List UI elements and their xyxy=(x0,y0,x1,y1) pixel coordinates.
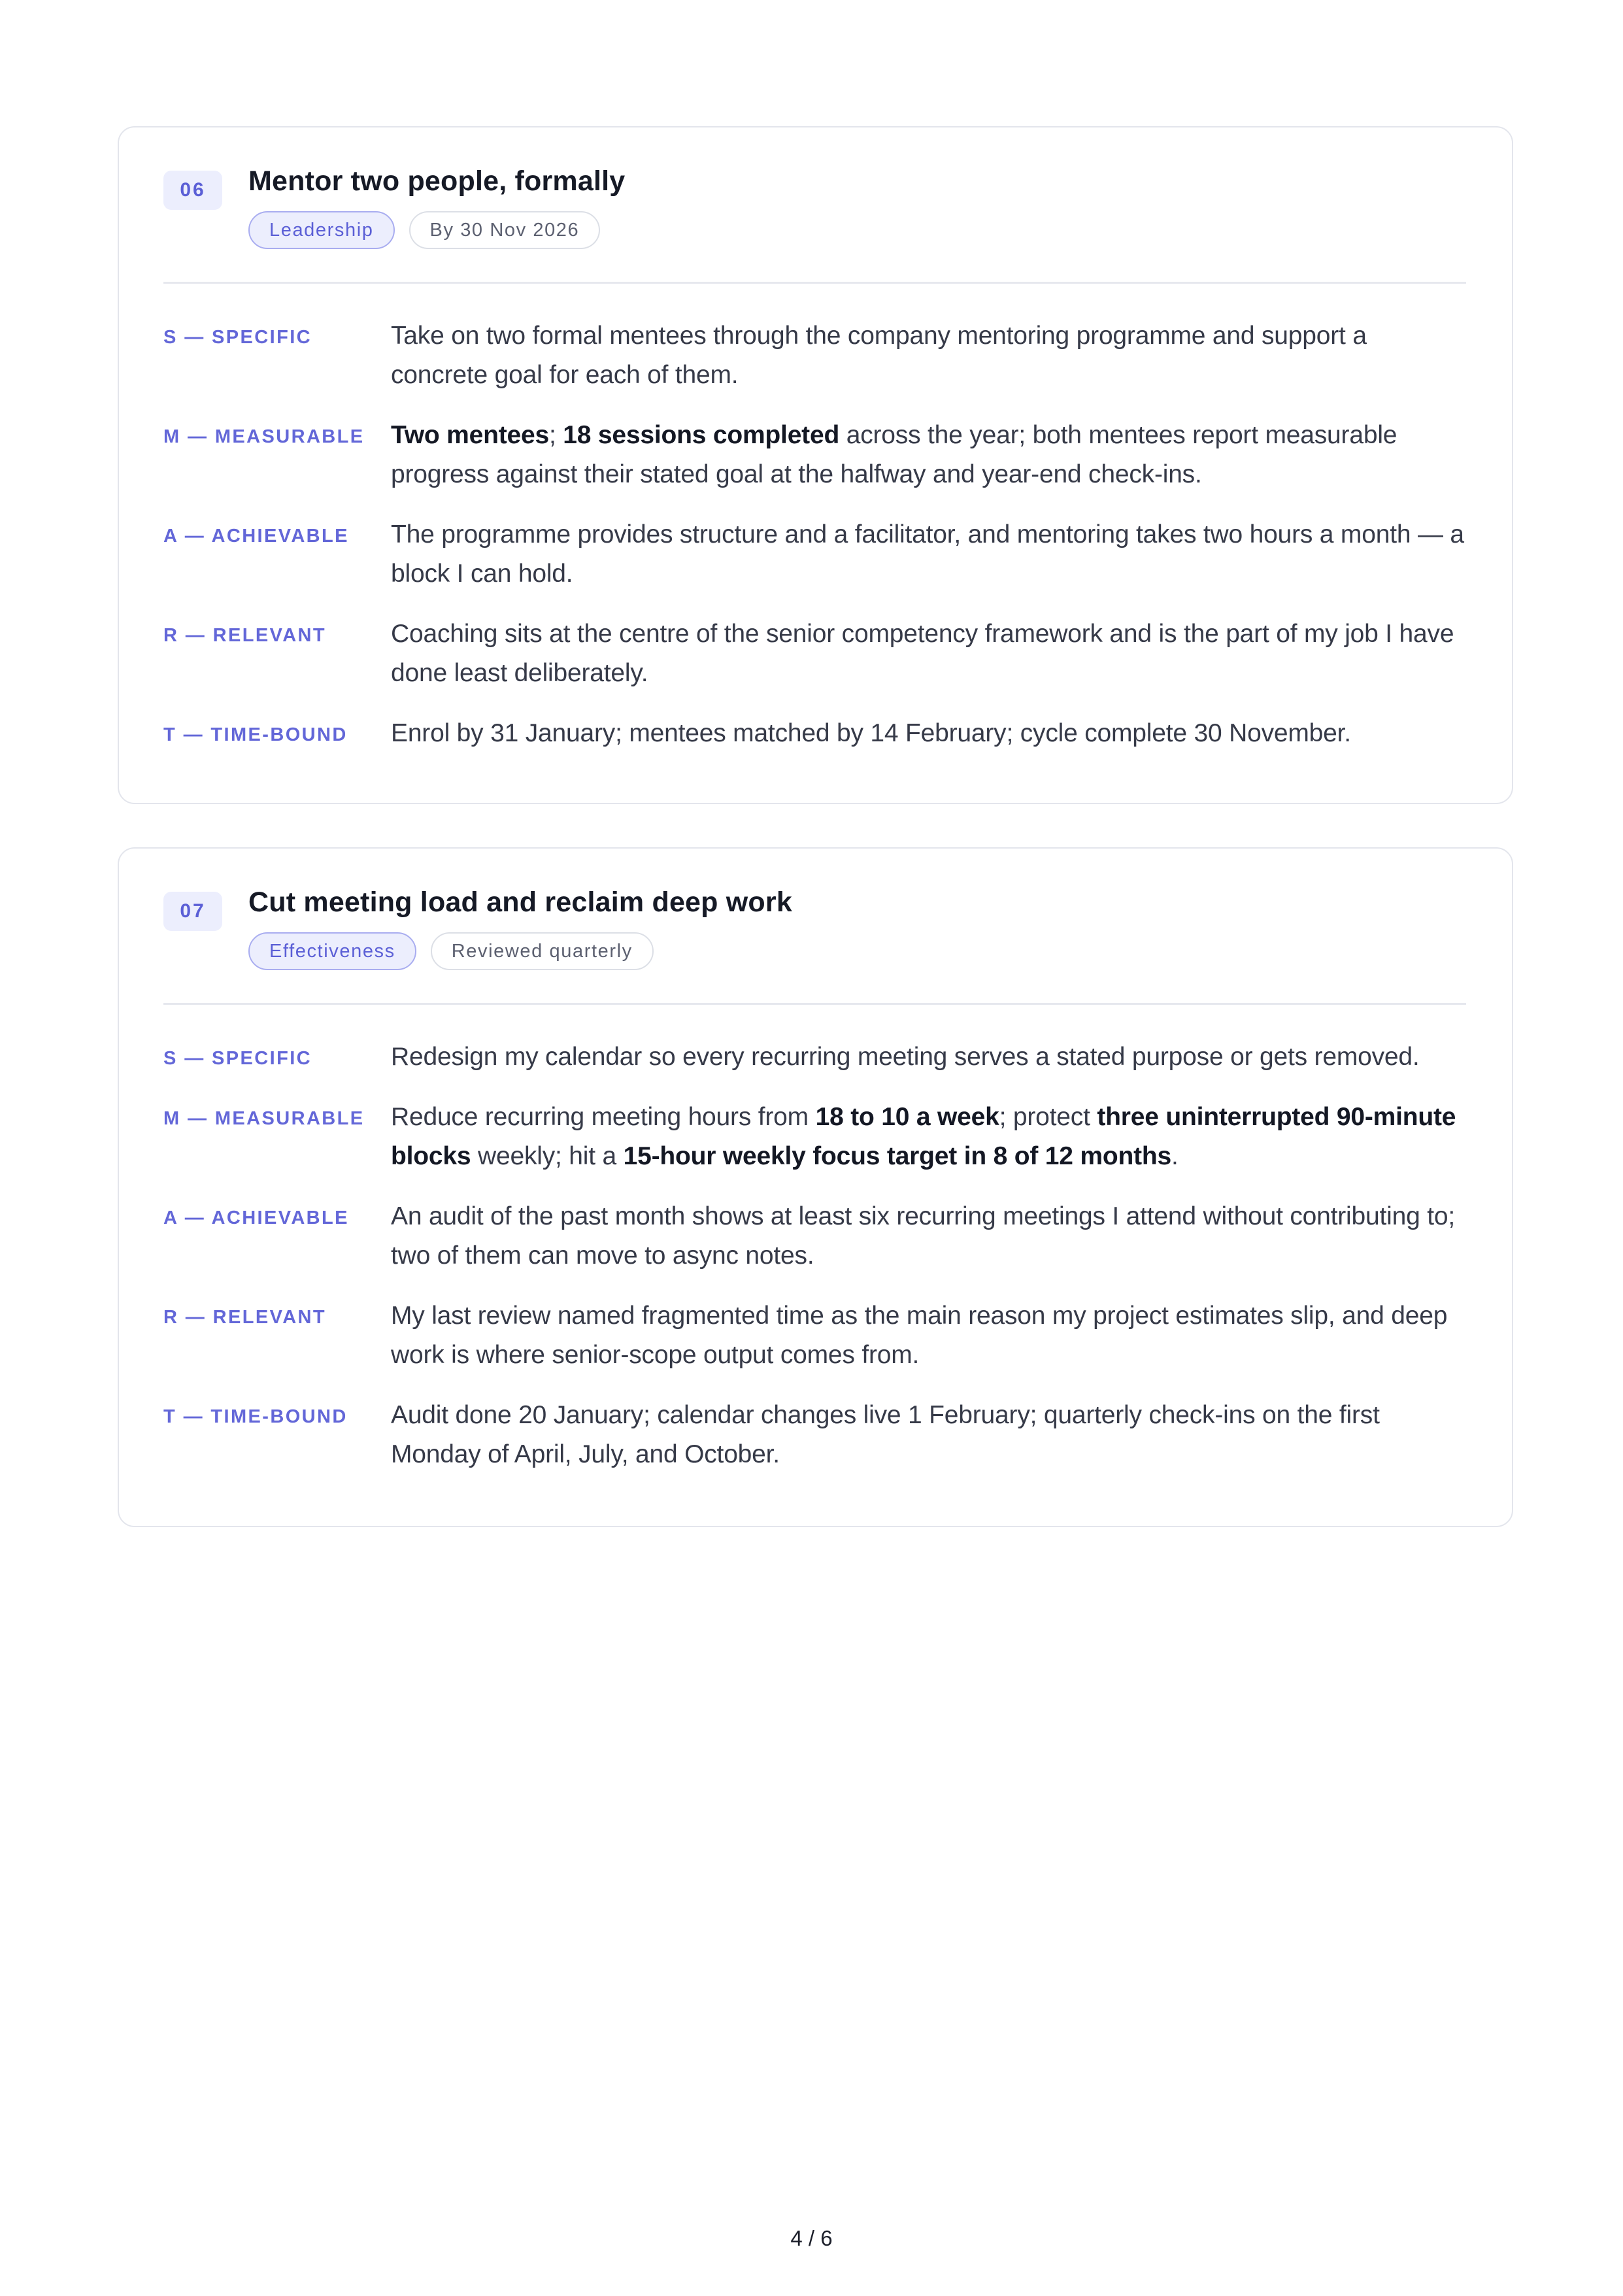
body-text: Redesign my calendar so every recurring meeting serves a stated purpose or gets removed. xyxy=(391,1043,1420,1071)
goal-title: Cut meeting load and reclaim deep work xyxy=(248,886,792,918)
criterion-label: R — RELEVANT xyxy=(163,1307,326,1328)
body-text: Coaching sits at the centre of the senior competency framework and is the part of my job I have done least deliberately. xyxy=(391,620,1454,687)
criterion-row xyxy=(163,1038,1466,1077)
criterion-text xyxy=(391,714,1466,753)
body-text: My last review named fragmented time as the main reason my project estimates slip, and deep work is where senior-scope output comes from. xyxy=(391,1302,1448,1369)
emphasis-text: Two mentees xyxy=(391,421,549,449)
smart-criteria xyxy=(163,284,1466,753)
body-text: An audit of the past month shows at least six recurring meetings I attend without contributing to; two of them can move to async notes. xyxy=(391,1202,1455,1270)
page-number: 4 / 6 xyxy=(790,2226,833,2250)
body-text: Reduce recurring meeting hours from xyxy=(391,1103,816,1131)
criterion-label: R — RELEVANT xyxy=(163,625,326,646)
goal-header xyxy=(163,165,1466,284)
criterion-row xyxy=(163,615,1466,693)
category-tag: Effectiveness xyxy=(248,932,416,970)
deadline-tag: By 30 Nov 2026 xyxy=(409,211,601,249)
goal-header xyxy=(163,886,1466,1005)
criterion-text xyxy=(391,615,1466,693)
goal-title: Mentor two people, formally xyxy=(248,165,626,197)
body-text: The programme provides structure and a facilitator, and mentoring takes two hours a month — a block I can hold. xyxy=(391,520,1464,588)
body-text: ; protect xyxy=(999,1103,1097,1131)
deadline-tag: Reviewed quarterly xyxy=(431,932,654,970)
criterion-row xyxy=(163,714,1466,753)
body-text: across the year; both mentees report measurable progress against their stated goal at the halfway and year-end check-ins. xyxy=(391,421,1397,488)
criterion-row xyxy=(163,1197,1466,1275)
body-text: Enrol by 31 January; mentees matched by 14 February; cycle complete 30 November. xyxy=(391,719,1351,747)
criterion-label: T — TIME-BOUND xyxy=(163,1406,348,1427)
criterion-text xyxy=(391,515,1466,594)
emphasis-text: 18 to 10 a week xyxy=(815,1103,999,1131)
criterion-label: A — ACHIEVABLE xyxy=(163,526,349,547)
criterion-row xyxy=(163,416,1466,494)
body-text: Audit done 20 January; calendar changes live 1 February; quarterly check-ins on the first Monday of April, July, and October. xyxy=(391,1401,1380,1468)
goal-card xyxy=(118,126,1513,804)
criterion-row xyxy=(163,515,1466,594)
criterion-label: S — SPECIFIC xyxy=(163,1048,312,1069)
criterion-label: M — MEASURABLE xyxy=(163,426,365,447)
criterion-row xyxy=(163,1098,1466,1176)
criterion-text xyxy=(391,1396,1466,1474)
body-text: ; xyxy=(548,421,563,449)
category-tag: Leadership xyxy=(248,211,395,249)
criterion-text xyxy=(391,316,1466,395)
emphasis-text: three uninterrupted 90-minute blocks xyxy=(391,1103,1456,1170)
goal-tags xyxy=(248,211,600,249)
criterion-text xyxy=(391,1197,1466,1275)
criterion-label: T — TIME-BOUND xyxy=(163,724,348,745)
emphasis-text: 18 sessions completed xyxy=(563,421,840,449)
smart-criteria xyxy=(163,1005,1466,1474)
criterion-text xyxy=(391,1296,1466,1375)
body-text: weekly; hit a xyxy=(471,1142,624,1170)
goal-tags xyxy=(248,932,654,970)
criterion-text xyxy=(391,1098,1466,1176)
body-text: Take on two formal mentees through the company mentoring programme and support a concrete goal for each of them. xyxy=(391,322,1367,389)
criterion-text xyxy=(391,1038,1466,1077)
criterion-label: A — ACHIEVABLE xyxy=(163,1207,349,1228)
body-text: . xyxy=(1171,1142,1179,1170)
criterion-text xyxy=(391,416,1466,494)
goal-number-badge: 06 xyxy=(163,171,222,210)
criterion-row xyxy=(163,1296,1466,1375)
criterion-label: M — MEASURABLE xyxy=(163,1108,365,1129)
criterion-row xyxy=(163,1396,1466,1474)
criterion-label: S — SPECIFIC xyxy=(163,327,312,348)
goal-card xyxy=(118,847,1513,1527)
criterion-row xyxy=(163,316,1466,395)
goal-number-badge: 07 xyxy=(163,892,222,931)
emphasis-text: 15-hour weekly focus target in 8 of 12 months xyxy=(623,1142,1171,1170)
